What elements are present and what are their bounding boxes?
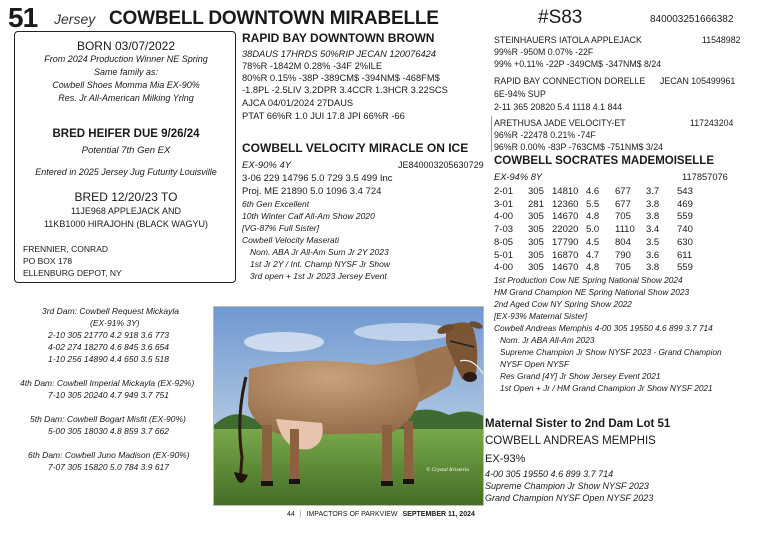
second-dam-note: [EX-93% Maternal Sister] — [494, 311, 588, 321]
publication-date: SEPTEMBER 11, 2024 — [402, 511, 475, 518]
record-cell: 543 — [677, 186, 693, 197]
record-cell: 4.7 — [586, 249, 600, 261]
same-family-label: Same family as: — [93, 67, 159, 77]
dam-record: 3-06 229 14796 5.0 729 3.5 499 Inc — [242, 173, 393, 184]
footer — [287, 511, 475, 518]
record-cell: 5.5 — [586, 198, 600, 210]
paternal-granddam-line: 2-11 365 20820 5.4 1118 4.1 844 — [494, 102, 623, 112]
dam-registration: JE840003205630729 — [398, 160, 484, 170]
dam-record: Proj. ME 21890 5.0 1096 3.4 724 — [242, 186, 382, 197]
record-cell: 4.6 — [586, 186, 600, 197]
record-cell: 5.0 — [586, 224, 600, 236]
bred-sire-1: 11JE968 APPLEJACK AND — [71, 206, 181, 216]
maternal-grandsire-divider — [491, 116, 492, 152]
record-cell: 4.5 — [586, 236, 600, 248]
record-cell: 17790 — [552, 236, 579, 248]
maternal-grandsire-reg: 117243204 — [690, 118, 734, 128]
family-member-1: Cowbell Shoes Momma Mia EX-90% — [52, 80, 200, 90]
maternal-grandsire-line: 96%R 0.00% -83P -763CM$ -751NM$ 3/24 — [494, 142, 664, 152]
sire-line: 80%R 0.15% -38P -389CM$ -394NM$ -468FM$ — [242, 73, 440, 83]
record-cell: 559 — [677, 262, 693, 274]
sire-line: AJCA 04/01/2024 27DAUS — [242, 98, 354, 108]
second-dam-classification: EX-94% 8Y — [494, 172, 543, 182]
record-cell: 4-00 — [494, 211, 514, 223]
potential-generation: Potential 7th Gen EX — [81, 145, 171, 156]
maternal-sister-line: Grand Champion NYSF Open NYSF 2023 — [485, 493, 654, 503]
third-dam-class: (EX-91% 3Y) — [90, 318, 140, 328]
record-cell: 3.5 — [646, 236, 660, 248]
record-cell: 790 — [615, 249, 631, 261]
sire-line: 78%R -1842M 0.28% -34F 2%ILE — [242, 61, 383, 71]
maternal-sister-line: 4-00 305 19550 4.6 899 3.7 714 — [485, 469, 614, 479]
second-dam-note: Cowbell Andreas Memphis 4-00 305 19550 4.6 899 3.7 714 — [494, 323, 713, 333]
second-dam-note: 1st Production Cow NE Spring National Show 2024 — [494, 275, 683, 285]
second-dam-name: COWBELL SOCRATES MADEMOISELLE — [494, 155, 714, 167]
publication-name: IMPACTORS OF PARKVIEW — [306, 511, 398, 518]
dam-note: [VG-87% Full Sister] — [242, 223, 319, 233]
record-cell: 3.4 — [646, 224, 660, 236]
second-dam-note: 2nd Aged Cow NY Spring Show 2022 — [494, 299, 632, 309]
second-dam-note: HM Grand Champion NE Spring National Show 2023 — [494, 287, 690, 297]
photo-signature: © Crystal Kristeria — [426, 467, 469, 473]
dam-note: 6th Gen Excellent — [242, 199, 310, 209]
record-cell: 611 — [677, 249, 693, 261]
sixth-dam-title: 6th Dam: Cowbell Juno Madison (EX-90%) — [28, 450, 190, 460]
maternal-sister-line: Supreme Champion Jr Show NYSF 2023 — [485, 481, 649, 491]
paternal-granddam-line: 6E-94% SUP — [494, 89, 546, 99]
record-cell: 14670 — [552, 211, 579, 223]
record-cell: 12360 — [552, 198, 579, 210]
info-box — [14, 31, 236, 283]
record-cell: 677 — [615, 198, 631, 210]
record-cell: 22020 — [552, 224, 579, 236]
second-dam-note: Nom. Jr ABA All-Am 2023 — [500, 335, 595, 345]
record-cell: 3.6 — [646, 249, 660, 261]
page-number: 44 — [287, 511, 295, 518]
record-cell: 305 — [528, 236, 544, 248]
second-dam-note: 1st Open + Jr / HM Grand Champion Jr Show NYSF 2021 — [500, 383, 713, 393]
maternal-grandsire-name: ARETHUSA JADE VELOCITY-ET — [494, 118, 626, 128]
record-cell: 2-01 — [494, 186, 514, 197]
animal-name: COWBELL DOWNTOWN MIRABELLE — [109, 8, 439, 29]
consignor-city: ELLENBURG DEPOT, NY — [23, 268, 122, 278]
dam-note: 10th Winter Calf All-Am Show 2020 — [242, 211, 375, 221]
second-dam-note: Supreme Champion Jr Show NYSF 2023 - Grand Champion — [500, 347, 722, 357]
fifth-dam-title: 5th Dam: Cowbell Bogart Misfit (EX-90%) — [30, 414, 186, 424]
lot-number: 51 — [8, 2, 38, 33]
record-cell: 7-03 — [494, 224, 514, 236]
paternal-grandsire-name: STEINHAUERS IATOLA APPLEJACK — [494, 35, 642, 45]
record-cell: 1110 — [615, 224, 635, 236]
fifth-dam-record: 5-00 305 18030 4.8 859 3.7 662 — [48, 426, 169, 436]
record-cell: 630 — [677, 236, 693, 248]
fourth-dam-record: 7-10 305 20240 4.7 949 3.7 751 — [48, 390, 169, 400]
production-winner-note: From 2024 Production Winner NE Spring — [44, 54, 208, 64]
sixth-dam-record: 7-07 305 15820 5.0 784 3.9 617 — [48, 462, 169, 472]
record-cell: 3.8 — [646, 262, 660, 274]
record-cell: 740 — [677, 224, 693, 236]
footer-separator: | — [299, 511, 302, 518]
record-cell: 14810 — [552, 186, 579, 197]
futurity-entry: Entered in 2025 Jersey Jug Futurity Louisville — [35, 167, 217, 177]
record-cell: 8-05 — [494, 236, 514, 248]
record-cell: 3.8 — [646, 198, 660, 210]
breed-label: Jersey — [54, 11, 96, 27]
second-dam-note: Res Grand [4Y] Jr Show Jersey Event 2021 — [500, 371, 661, 381]
cow-photo — [213, 306, 484, 506]
third-dam-record: 2-10 305 21770 4.2 918 3.6 773 — [48, 330, 169, 340]
maternal-sister-heading: Maternal Sister to 2nd Dam Lot 51 — [485, 418, 671, 430]
record-cell: 3.7 — [646, 186, 660, 197]
bred-heifer-due: BRED HEIFER DUE 9/26/24 — [52, 128, 200, 140]
record-cell: 677 — [615, 186, 631, 197]
record-cell: 305 — [528, 249, 544, 261]
birth-date: BORN 03/07/2022 — [76, 39, 176, 53]
dam-note: 3rd open + 1st Jr 2023 Jersey Event — [250, 271, 387, 281]
bred-date: BRED 12/20/23 TO — [74, 190, 178, 204]
second-dam-registration: 117857076 — [682, 172, 728, 182]
fourth-dam-title: 4th Dam: Cowbell Imperial Mickayla (EX-92%) — [20, 378, 195, 388]
dam-name: COWBELL VELOCITY MIRACLE ON ICE — [242, 141, 469, 155]
maternal-grandsire-line: 96%R -22478 0.21% -74F — [494, 130, 596, 140]
record-cell: 705 — [615, 211, 631, 223]
registration-number: 840003251666382 — [650, 14, 734, 25]
paternal-grandsire-line: 99% +0.11% -22P -349CM$ -347NM$ 8/24 — [494, 59, 662, 69]
paternal-granddam-name: RAPID BAY CONNECTION DORELLE — [494, 76, 646, 86]
record-cell: 705 — [615, 262, 631, 274]
dam-classification: EX-90% 4Y — [242, 160, 292, 171]
record-cell: 4-00 — [494, 262, 514, 274]
record-cell: 16870 — [552, 249, 579, 261]
record-cell: 305 — [528, 186, 544, 197]
record-cell: 3.8 — [646, 211, 660, 223]
record-cell: 4.8 — [586, 262, 600, 274]
consignor-po-box: PO BOX 178 — [23, 256, 73, 266]
record-cell: 559 — [677, 211, 693, 223]
record-cell: 804 — [615, 236, 631, 248]
sire-name: RAPID BAY DOWNTOWN BROWN — [242, 31, 435, 45]
dam-note: Nom. ABA Jr All-Am Sum Jr 2Y 2023 — [250, 247, 389, 257]
record-cell: 3-01 — [494, 198, 514, 210]
dam-note: 1st Jr 2Y / Int. Champ NYSF Jr Show — [250, 259, 390, 269]
record-cell: 305 — [528, 211, 544, 223]
paternal-granddam-reg: JECAN 105499961 — [660, 76, 736, 86]
third-dam-title: 3rd Dam: Cowbell Request Mickayla — [42, 306, 179, 316]
dam-note: Cowbell Velocity Maserati — [242, 235, 339, 245]
third-dam-record: 4-02 274 18270 4.6 845 3.6 654 — [48, 342, 169, 352]
sire-line: 38DAUS 17HRDS 50%RIP JECAN 120076424 — [242, 49, 436, 59]
record-cell: 305 — [528, 224, 544, 236]
record-cell: 4.8 — [586, 211, 600, 223]
sire-line: PTAT 66%R 1.0 JUI 17.8 JPI 66%R -66 — [242, 111, 405, 121]
family-member-2: Res. Jr All-American Milking Yrlng — [58, 93, 194, 103]
consignor-name: FRENNIER, CONRAD — [23, 244, 109, 254]
record-cell: 281 — [528, 198, 544, 210]
second-dam-note: NYSF Open NYSF — [500, 359, 570, 369]
record-cell: 14670 — [552, 262, 579, 274]
sire-line: -1.8PL -2.5LIV 3.2DPR 3.4CCR 1.3HCR 3.22SCS — [242, 85, 448, 95]
paternal-grandsire-line: 99%R -950M 0.07% -22F — [494, 47, 594, 57]
catalog-id: #S83 — [538, 7, 583, 28]
maternal-sister-name: COWBELL ANDREAS MEMPHIS — [485, 435, 656, 447]
third-dam-record: 1-10 256 14890 4.4 650 3.5 518 — [48, 354, 169, 364]
bred-sire-2: 11KB1000 HIRAJOHN (BLACK WAGYU) — [43, 219, 209, 229]
record-cell: 305 — [528, 262, 544, 274]
record-cell: 469 — [677, 198, 693, 210]
paternal-grandsire-reg: 11548982 — [702, 35, 741, 45]
maternal-sister-class: EX-93% — [485, 453, 526, 465]
record-cell: 5-01 — [494, 249, 514, 261]
